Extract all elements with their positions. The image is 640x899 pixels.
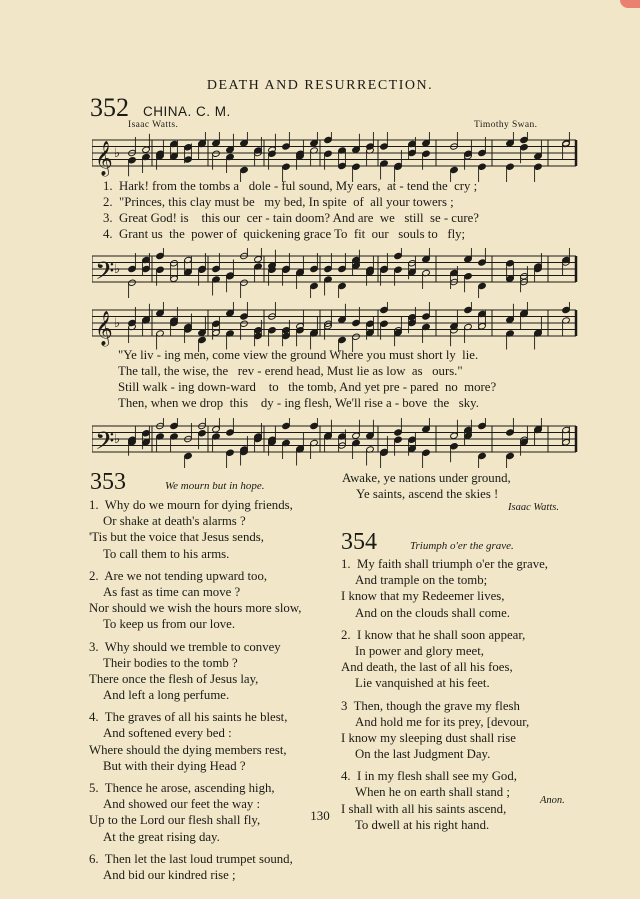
hymn-352-number: 352 bbox=[90, 93, 129, 122]
verse-line: At the great rising day. bbox=[103, 829, 220, 844]
clef-icon: 𝄢 bbox=[95, 427, 115, 462]
verse-line: Nor should we wish the hours more slow, bbox=[89, 601, 302, 616]
tune-name: CHINA. C. M. bbox=[143, 104, 231, 119]
verse-line: 4. The graves of all his saints he blest, bbox=[89, 710, 288, 725]
verse-line: Their bodies to the tomb ? bbox=[103, 655, 238, 670]
clef-icon: 𝄞 bbox=[95, 311, 113, 346]
verse-line: Up to the Lord our flesh shall fly, bbox=[89, 813, 261, 828]
lyric-line: The tall, the wise, the rev - erend head, Must lie as low as ours." bbox=[118, 364, 463, 378]
verse-line: And left a long perfume. bbox=[103, 688, 230, 703]
hymn-354-subtitle: Triumph o'er the grave. bbox=[410, 540, 514, 552]
page-number: 130 bbox=[310, 808, 330, 823]
verse-line: As fast as time can move ? bbox=[103, 584, 241, 599]
system-2-bass-staff bbox=[92, 418, 580, 468]
verse-line: And hold me for its prey, [devour, bbox=[355, 714, 530, 729]
verse-line: On the last Judgment Day. bbox=[355, 747, 491, 762]
system-2-treble-staff bbox=[92, 302, 580, 352]
verse-line: Lie vanquished at his feet. bbox=[355, 676, 490, 691]
verse-line: I shall with all his saints ascend, bbox=[341, 801, 507, 816]
lyric-line: Then, when we drop this dy - ing flesh, We'll rise a - bove the sky. bbox=[118, 396, 479, 410]
page-corner-mark bbox=[620, 0, 640, 8]
verse-line: I know my sleeping dust shall rise bbox=[341, 730, 516, 745]
lyric-line: 4. Grant us the power of quickening grace To fit our souls to fly; bbox=[103, 227, 466, 241]
section-title: DEATH AND RESURRECTION. bbox=[206, 78, 434, 93]
verse-line: Awake, ye nations under ground, bbox=[342, 471, 511, 485]
lyric-line: "Ye liv - ing men, come view the ground Where you must short ly lie. bbox=[118, 348, 479, 362]
verse-line: To call them to his arms. bbox=[103, 546, 230, 561]
verse-line: 3 Then, though the grave my flesh bbox=[341, 698, 520, 713]
hymn-353-credit: Isaac Watts. bbox=[508, 502, 559, 513]
verse-line: And on the clouds shall come. bbox=[355, 605, 510, 620]
verse-line: 1. Why do we mourn for dying friends, bbox=[89, 498, 293, 512]
clef-icon: 𝄞 bbox=[95, 141, 113, 176]
verse-line: Where should the dying members rest, bbox=[89, 742, 287, 757]
verse-line: And softened every bed : bbox=[103, 726, 232, 741]
lyricist: Isaac Watts. bbox=[128, 120, 179, 130]
composer: Timothy Swan. bbox=[474, 120, 538, 130]
hymn-354-number: 354 bbox=[341, 529, 377, 555]
verse-line: 'Tis but the voice that Jesus sends, bbox=[89, 530, 264, 545]
hymn-353-number: 353 bbox=[90, 469, 126, 495]
verse-line: When he on earth shall stand ; bbox=[355, 785, 510, 800]
verse-line: And showed our feet the way : bbox=[103, 797, 261, 812]
key-signature-icon: ♭ bbox=[114, 432, 121, 447]
clef-icon: 𝄢 bbox=[95, 257, 115, 292]
hymn-353-verses bbox=[89, 497, 301, 883]
hymn-354-credit: Anon. bbox=[540, 795, 565, 806]
lyric-line: Still walk - ing down-ward to the tomb, And yet pre - pared no more? bbox=[118, 380, 497, 394]
verse-line: Ye saints, ascend the skies ! bbox=[356, 487, 499, 502]
verse-line: 2. Are we not tending upward too, bbox=[89, 568, 268, 583]
verse-line: And bid our kindred rise ; bbox=[103, 867, 236, 882]
verse-line: 3. Why should we tremble to convey bbox=[89, 639, 281, 654]
lyric-line: 1. Hark! from the tombs a dole - ful sound, My ears, at - tend the cry ; bbox=[103, 179, 478, 193]
hymn-354-verses bbox=[341, 556, 548, 833]
verse-line: I know that my Redeemer lives, bbox=[341, 589, 505, 604]
key-signature-icon: ♭ bbox=[114, 262, 121, 277]
verse-line: 1. My faith shall triumph o'er the grave, bbox=[341, 557, 549, 571]
hymn-353-continued bbox=[342, 470, 511, 502]
verse-line: 4. I in my flesh shall see my God, bbox=[341, 769, 517, 784]
verse-line: And trample on the tomb; bbox=[355, 573, 488, 588]
hymn-353-subtitle: We mourn but in hope. bbox=[165, 480, 265, 492]
verse-line: But with their dying Head ? bbox=[103, 758, 246, 773]
verse-line: There once the flesh of Jesus lay, bbox=[89, 671, 259, 686]
verse-line: To dwell at his right hand. bbox=[355, 817, 490, 832]
key-signature-icon: ♭ bbox=[114, 316, 121, 331]
system-1-treble-staff bbox=[92, 132, 580, 182]
verse-line: And death, the last of all his foes, bbox=[341, 660, 513, 675]
verse-line: Or shake at death's alarms ? bbox=[103, 514, 246, 529]
verse-line: 2. I know that he shall soon appear, bbox=[341, 627, 526, 642]
verse-line: In power and glory meet, bbox=[355, 643, 484, 658]
verse-line: 6. Then let the last loud trumpet sound, bbox=[89, 851, 293, 866]
verse-line: To keep us from our love. bbox=[103, 617, 236, 632]
verse-line: 5. Thence he arose, ascending high, bbox=[89, 781, 275, 795]
system-1-bass-staff bbox=[92, 248, 580, 298]
lyric-line: 3. Great God! is this our cer - tain doom? And are we still se - cure? bbox=[103, 211, 479, 225]
key-signature-icon: ♭ bbox=[114, 146, 121, 161]
lyric-line: 2. "Princes, this clay must be my bed, In spite of all your towers ; bbox=[103, 195, 454, 209]
